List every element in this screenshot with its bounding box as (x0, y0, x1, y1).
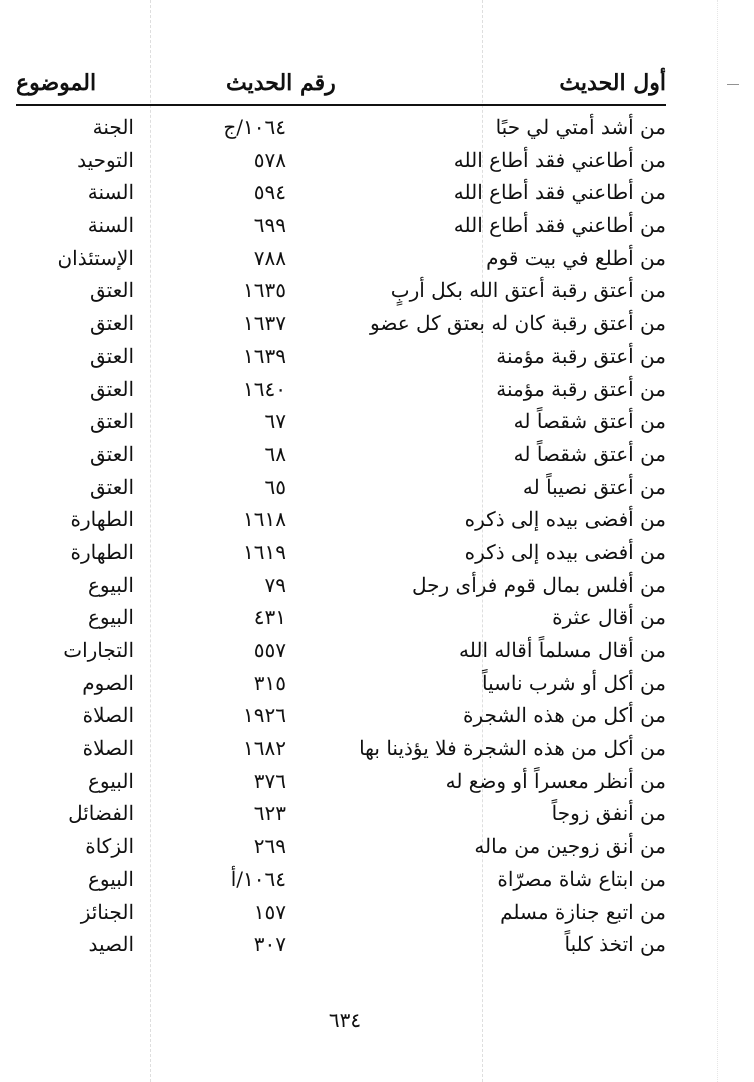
row-first-hadith: من أعتق رقبة كان له بعتق كل عضو (370, 311, 666, 336)
row-hadith-number: ٦٧ (264, 409, 286, 434)
row-hadith-number: ٣٠٧ (253, 932, 286, 957)
row-topic: الطهارة (70, 539, 134, 564)
row-topic: الإستئذان (57, 245, 134, 270)
row-topic: العتق (89, 311, 134, 336)
row-first-hadith: من أطلع في بيت قوم (486, 245, 666, 270)
row-topic: الزكاة (85, 834, 134, 859)
row-hadith-number: ٣٧٦ (253, 768, 286, 793)
row-hadith-number: ٢٦٩ (253, 834, 286, 859)
row-hadith-number: ٧٩ (264, 572, 286, 597)
header-topic: الموضوع (16, 70, 97, 96)
row-topic: العتق (89, 441, 134, 466)
table-row (16, 148, 666, 181)
row-topic: السنة (87, 213, 134, 238)
row-topic: الجنائز (80, 899, 134, 924)
table-row (16, 246, 666, 279)
table-row (16, 900, 666, 933)
row-topic: الجنة (92, 115, 134, 139)
table-row (16, 115, 666, 148)
row-topic: الصيد (88, 932, 134, 957)
row-hadith-number: ٦٨ (264, 441, 286, 466)
row-topic: التجارات (63, 638, 134, 662)
row-topic: العتق (89, 409, 134, 434)
row-topic: البيوع (88, 768, 134, 793)
row-topic: البيوع (88, 866, 134, 891)
row-topic: الفضائل (68, 801, 134, 826)
row-first-hadith: من أكل من هذه الشجرة فلا يؤذينا بها (359, 736, 666, 761)
row-first-hadith: من أفلس بمال قوم فرأى رجل (412, 572, 666, 597)
header-hadith-number: رقم الحديث (226, 70, 336, 96)
row-topic: الطهارة (70, 507, 134, 532)
row-first-hadith: من أنق زوجين من ماله (474, 834, 666, 859)
row-hadith-number: ١٩٢٦ (243, 703, 286, 728)
row-hadith-number: ٣١٥ (253, 670, 286, 695)
row-first-hadith: من أفضى بيده إلى ذكره (464, 507, 666, 532)
row-hadith-number: ٥٥٧ (253, 638, 286, 662)
row-hadith-number: ١٠٦٤/أ (230, 866, 286, 891)
table-row (16, 409, 666, 442)
row-hadith-number: ٥٧٨ (253, 147, 286, 172)
table-row (16, 638, 666, 671)
row-topic: العتق (89, 343, 134, 368)
table-row (16, 671, 666, 704)
row-topic: الصلاة (82, 703, 134, 728)
table-row (16, 311, 666, 344)
row-first-hadith: من أعتق شقصاً له (513, 441, 666, 466)
table-row (16, 540, 666, 573)
hadith-index-table (16, 115, 666, 965)
table-row (16, 703, 666, 736)
table-row (16, 213, 666, 246)
table-row (16, 180, 666, 213)
row-hadith-number: ١٦٣٩ (243, 343, 286, 368)
row-topic: الصوم (82, 670, 134, 695)
table-row (16, 278, 666, 311)
row-first-hadith: من أعتق رقبة مؤمنة (496, 376, 666, 401)
table-row (16, 475, 666, 508)
row-first-hadith: من أعتق نصيباً له (522, 474, 666, 499)
table-row (16, 605, 666, 638)
page-number: ٦٣٤ (328, 1008, 362, 1032)
row-hadith-number: ١٥٧ (253, 899, 286, 924)
row-topic: التوحيد (77, 147, 134, 172)
row-first-hadith: من أفضى بيده إلى ذكره (464, 539, 666, 564)
row-hadith-number: ٦٥ (264, 474, 286, 499)
row-hadith-number: ١٦٣٥ (243, 278, 286, 303)
row-first-hadith: من أعتق رقبة مؤمنة (496, 343, 666, 368)
row-first-hadith: من أكل من هذه الشجرة (463, 703, 666, 728)
table-header (16, 64, 666, 106)
row-topic: العتق (89, 376, 134, 401)
table-row (16, 801, 666, 834)
row-hadith-number: ٦٩٩ (253, 213, 286, 238)
table-row (16, 377, 666, 410)
row-hadith-number: ١٦٨٢ (243, 736, 286, 761)
table-row (16, 932, 666, 965)
table-row (16, 344, 666, 377)
row-topic: البيوع (88, 605, 134, 630)
table-row (16, 834, 666, 867)
scan-mark (727, 84, 739, 85)
row-hadith-number: ١٠٦٤/ج (223, 115, 286, 139)
row-first-hadith: من أطاعني فقد أطاع الله (453, 213, 666, 238)
row-hadith-number: ٥٩٤ (253, 180, 286, 205)
row-topic: البيوع (88, 572, 134, 597)
table-row (16, 736, 666, 769)
row-topic: السنة (87, 180, 134, 205)
row-first-hadith: من ابتاع شاة مصرّاة (497, 866, 666, 891)
row-first-hadith: من اتخذ كلباً (564, 932, 666, 957)
row-topic: العتق (89, 474, 134, 499)
row-hadith-number: ١٦١٨ (243, 507, 286, 532)
row-first-hadith: من أشد أمتي لي حبًا (495, 115, 666, 139)
row-first-hadith: من أنظر معسراً أو وضع له (445, 768, 666, 793)
row-first-hadith: من أنفق زوجاً (551, 801, 666, 826)
row-hadith-number: ٧٨٨ (253, 245, 286, 270)
row-first-hadith: من أطاعني فقد أطاع الله (453, 180, 666, 205)
row-first-hadith: من أعتق رقبة أعتق الله بكل أربٍ (390, 278, 666, 303)
table-row (16, 769, 666, 802)
row-hadith-number: ٦٢٣ (253, 801, 286, 826)
row-first-hadith: من أقال عثرة (552, 605, 666, 630)
table-row (16, 867, 666, 900)
table-row (16, 573, 666, 606)
header-first-hadith: أول الحديث (559, 70, 666, 96)
scan-guide-line (717, 0, 718, 1082)
row-hadith-number: ١٦٤٠ (243, 376, 286, 401)
row-first-hadith: من أعتق شقصاً له (513, 409, 666, 434)
row-hadith-number: ١٦٣٧ (243, 311, 286, 336)
row-hadith-number: ٤٣١ (253, 605, 286, 630)
row-first-hadith: من أكل أو شرب ناسياً (482, 670, 666, 695)
row-topic: الصلاة (82, 736, 134, 761)
row-first-hadith: من اتبع جنازة مسلم (500, 899, 666, 924)
row-first-hadith: من أطاعني فقد أطاع الله (453, 147, 666, 172)
row-hadith-number: ١٦١٩ (243, 539, 286, 564)
row-first-hadith: من أقال مسلماً أقاله الله (459, 638, 666, 662)
row-topic: العتق (89, 278, 134, 303)
table-row (16, 442, 666, 475)
table-row (16, 507, 666, 540)
